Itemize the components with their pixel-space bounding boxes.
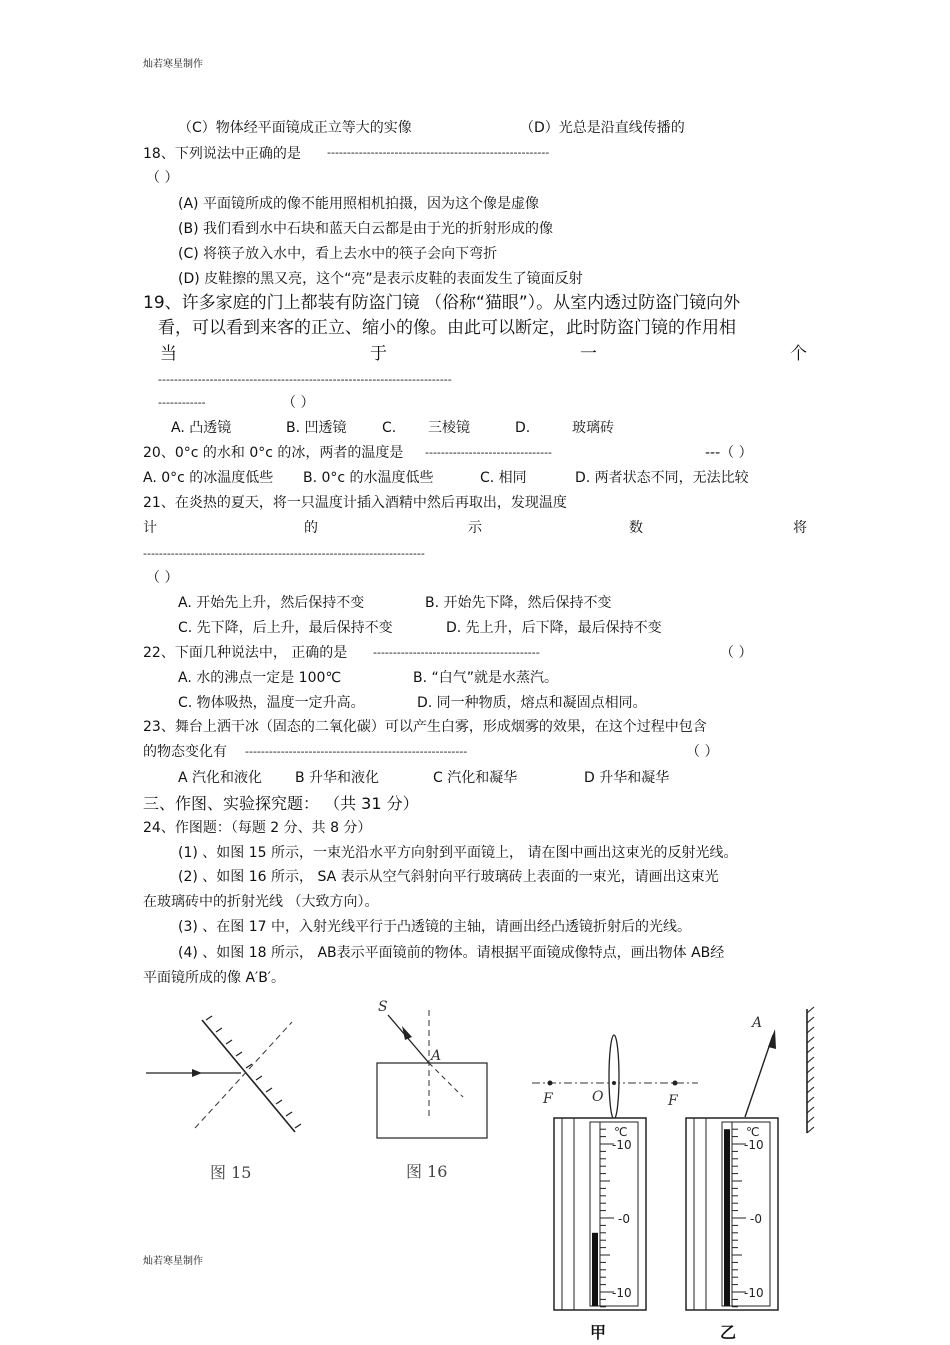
q19-word2: 于 [370, 344, 387, 364]
q23-option-b: B 升华和液化 [295, 770, 380, 786]
q22-dashes: ------------------------------------------ [373, 646, 540, 659]
figure-17 [530, 1025, 700, 1109]
q19-option-d-text: 玻璃砖 [572, 420, 614, 436]
q24-stem: 24、作图题：（每题 2 分、共 8 分） [143, 820, 372, 836]
tick-label-bottom: -10 [612, 1286, 632, 1300]
thermometer-jia [554, 1118, 646, 1310]
q19-line1: 19、许多家庭的门上都装有防盗门镜 （俗称“猫眼”）。从室内透过防盗门镜向外 [143, 293, 741, 313]
label-a-fig18: A [752, 1015, 763, 1031]
q20-answer-paren: ---（ ） [705, 445, 753, 461]
focus-right [673, 1081, 678, 1086]
q19-option-a: A. 凸透镜 [171, 420, 232, 436]
q20-option-a: A. 0°c 的冰温度低些 [143, 470, 274, 486]
tick-label-zero: -0 [618, 1212, 630, 1226]
q18-dashes: -------------------------------------------------------- [327, 146, 550, 159]
q21-word3: 示 [468, 520, 482, 536]
q24-part2-line2: 在玻璃砖中的折射光线 （大致方向）。 [143, 894, 379, 910]
unit-label: ℃ [614, 1125, 628, 1139]
label-yi: 乙 [720, 1323, 737, 1342]
q19-answer-paren: （ ） [282, 395, 315, 411]
q23-option-d: D 升华和凝华 [584, 770, 670, 786]
q19-option-c-text: 三棱镜 [428, 420, 470, 436]
ray-arrow [192, 1069, 202, 1077]
q19-word1: 当 [160, 344, 177, 364]
q21-word4: 数 [629, 520, 643, 536]
q21-dashes: ----------------------------------------------------------------------- [143, 547, 425, 560]
thermometer-yi [686, 1118, 778, 1310]
page-header: 灿若寒星制作 [143, 59, 203, 70]
tick-label-top: -10 [612, 1138, 632, 1152]
thermometers [548, 1110, 818, 1345]
q20-stem: 20、0°c 的水和 0°c 的冰，两者的温度是 [143, 445, 404, 461]
q21-word1: 计 [143, 520, 157, 536]
q21-line1: 21、在炎热的夏天，将一只温度计插入酒精中然后再取出，发现温度 [143, 495, 567, 511]
figure-15 [140, 1010, 310, 1185]
convex-lens [609, 1035, 619, 1119]
section-3-heading: 三、作图、实验探究题： （共 31 分） [143, 794, 419, 813]
glass-brick [377, 1063, 487, 1138]
q21-option-c: C. 先下降，后上升，最后保持不变 [178, 620, 393, 636]
q23-dashes: -------------------------------------------------------- [245, 745, 468, 758]
q18-option-a: (A) 平面镜所成的像不能用照相机拍摄，因为这个像是虚像 [178, 196, 539, 212]
q22-option-c: C. 物体吸热，温度一定升高。 [178, 695, 365, 711]
page-footer: 灿若寒星制作 [143, 1256, 203, 1267]
q24-part2-line1: (2) 、如图 16 所示， SA 表示从空气斜射向平行玻璃砖上表面的一束光，请画出这束光 [178, 869, 719, 885]
q23-line2: 的物态变化有 [143, 744, 227, 760]
q23-option-c: C 汽化和凝华 [433, 770, 518, 786]
fig16-caption: 图 16 [406, 1162, 448, 1181]
q24-part3: (3) 、在图 17 中，入射光线平行于凸透镜的主轴，请画出经凸透镜折射后的光线。 [178, 919, 691, 935]
q18-answer-paren: （ ） [146, 170, 179, 186]
q22-answer-paren: （ ） [720, 645, 753, 661]
q21-option-d: D. 先上升，后下降，最后保持不变 [446, 620, 662, 636]
q19-option-d-label: D. [515, 420, 531, 436]
unit-label: ℃ [746, 1125, 760, 1139]
label-o: O [592, 1089, 604, 1105]
label-s: S [378, 999, 388, 1015]
liquid-column [592, 1233, 598, 1306]
object-ab [745, 1035, 773, 1117]
optical-center [612, 1081, 616, 1085]
q22-option-d: D. 同一种物质，熔点和凝固点相同。 [417, 695, 647, 711]
q18-option-c: (C) 将筷子放入水中，看上去水中的筷子会向下弯折 [178, 246, 498, 262]
q19-option-c-label: C. [382, 420, 397, 436]
fig15-caption: 图 15 [210, 1163, 252, 1182]
q18-option-d: (D) 皮鞋擦的黑又亮，这个“亮”是表示皮鞋的表面发生了镜面反射 [178, 271, 583, 287]
q21-option-a: A. 开始先上升，然后保持不变 [178, 595, 365, 611]
tick-label-top: -10 [744, 1138, 764, 1152]
q19-dashes1: -------------------------------------------------------------------------- [158, 373, 452, 386]
figure-16 [368, 995, 508, 1185]
q22-option-b: B. “白气”就是水蒸汽。 [413, 670, 559, 686]
object-arrow [768, 1029, 776, 1049]
q17-option-c: （C）物体经平面镜成正立等大的实像 [178, 120, 412, 136]
q20-option-d: D. 两者状态不同，无法比较 [575, 470, 749, 486]
q21-word2: 的 [304, 520, 318, 536]
q19-word3: 一 [580, 344, 597, 364]
incident-ray-sa [388, 1015, 429, 1063]
q23-answer-paren: （ ） [686, 744, 719, 760]
q24-part4-line2: 平面镜所成的像 A′B′。 [143, 970, 285, 986]
q19-line2: 看，可以看到来客的正立、缩小的像。由此可以断定，此时防盗门镜的作用相 [158, 318, 736, 338]
q18-option-b: (B) 我们看到水中石块和蓝天白云都是由于光的折射形成的像 [178, 221, 553, 237]
ray-arrow [402, 1026, 412, 1040]
label-a: A [431, 1048, 442, 1064]
label-jia: 甲 [590, 1323, 607, 1342]
q22-option-a: A. 水的沸点一定是 100℃ [178, 670, 342, 686]
q21-answer-paren: （ ） [146, 570, 179, 586]
q24-part4-line1: (4) 、如图 18 所示， AB表示平面镜前的物体。请根据平面镜成像特点，画出物体 AB经 [178, 945, 725, 961]
q23-line1: 23、舞台上洒干冰（固态的二氧化碳）可以产生白雾，形成烟雾的效果，在这个过程中包含 [143, 719, 707, 735]
q20-option-b: B. 0°c 的水温度低些 [303, 470, 434, 486]
q21-option-b: B. 开始先下降，然后保持不变 [425, 595, 612, 611]
q19-word4: 个 [790, 344, 807, 364]
q23-option-a: A 汽化和液化 [178, 770, 263, 786]
q17-option-d: （D）光总是沿直线传播的 [520, 120, 685, 136]
label-f-right: F [668, 1093, 678, 1109]
q20-dashes: -------------------------------- [425, 446, 553, 459]
q22-stem: 22、下面几种说法中， 正确的是 [143, 645, 348, 661]
mirror-hatching [206, 1016, 301, 1128]
q24-part1: (1) 、如图 15 所示，一束光沿水平方向射到平面镜上， 请在图中画出这束光的反射光线。 [178, 845, 738, 861]
tick-label-bottom: -10 [744, 1286, 764, 1300]
q19-dashes2: ------------ [158, 396, 206, 409]
tick-label-zero: -0 [750, 1212, 762, 1226]
q20-option-c: C. 相同 [480, 470, 527, 486]
liquid-column [724, 1129, 730, 1306]
label-f-left: F [543, 1091, 553, 1107]
q18-stem: 18、下列说法中正确的是 [143, 146, 301, 162]
q21-word5: 将 [793, 520, 807, 536]
focus-left [548, 1081, 553, 1086]
q19-option-b: B. 凹透镜 [286, 420, 347, 436]
